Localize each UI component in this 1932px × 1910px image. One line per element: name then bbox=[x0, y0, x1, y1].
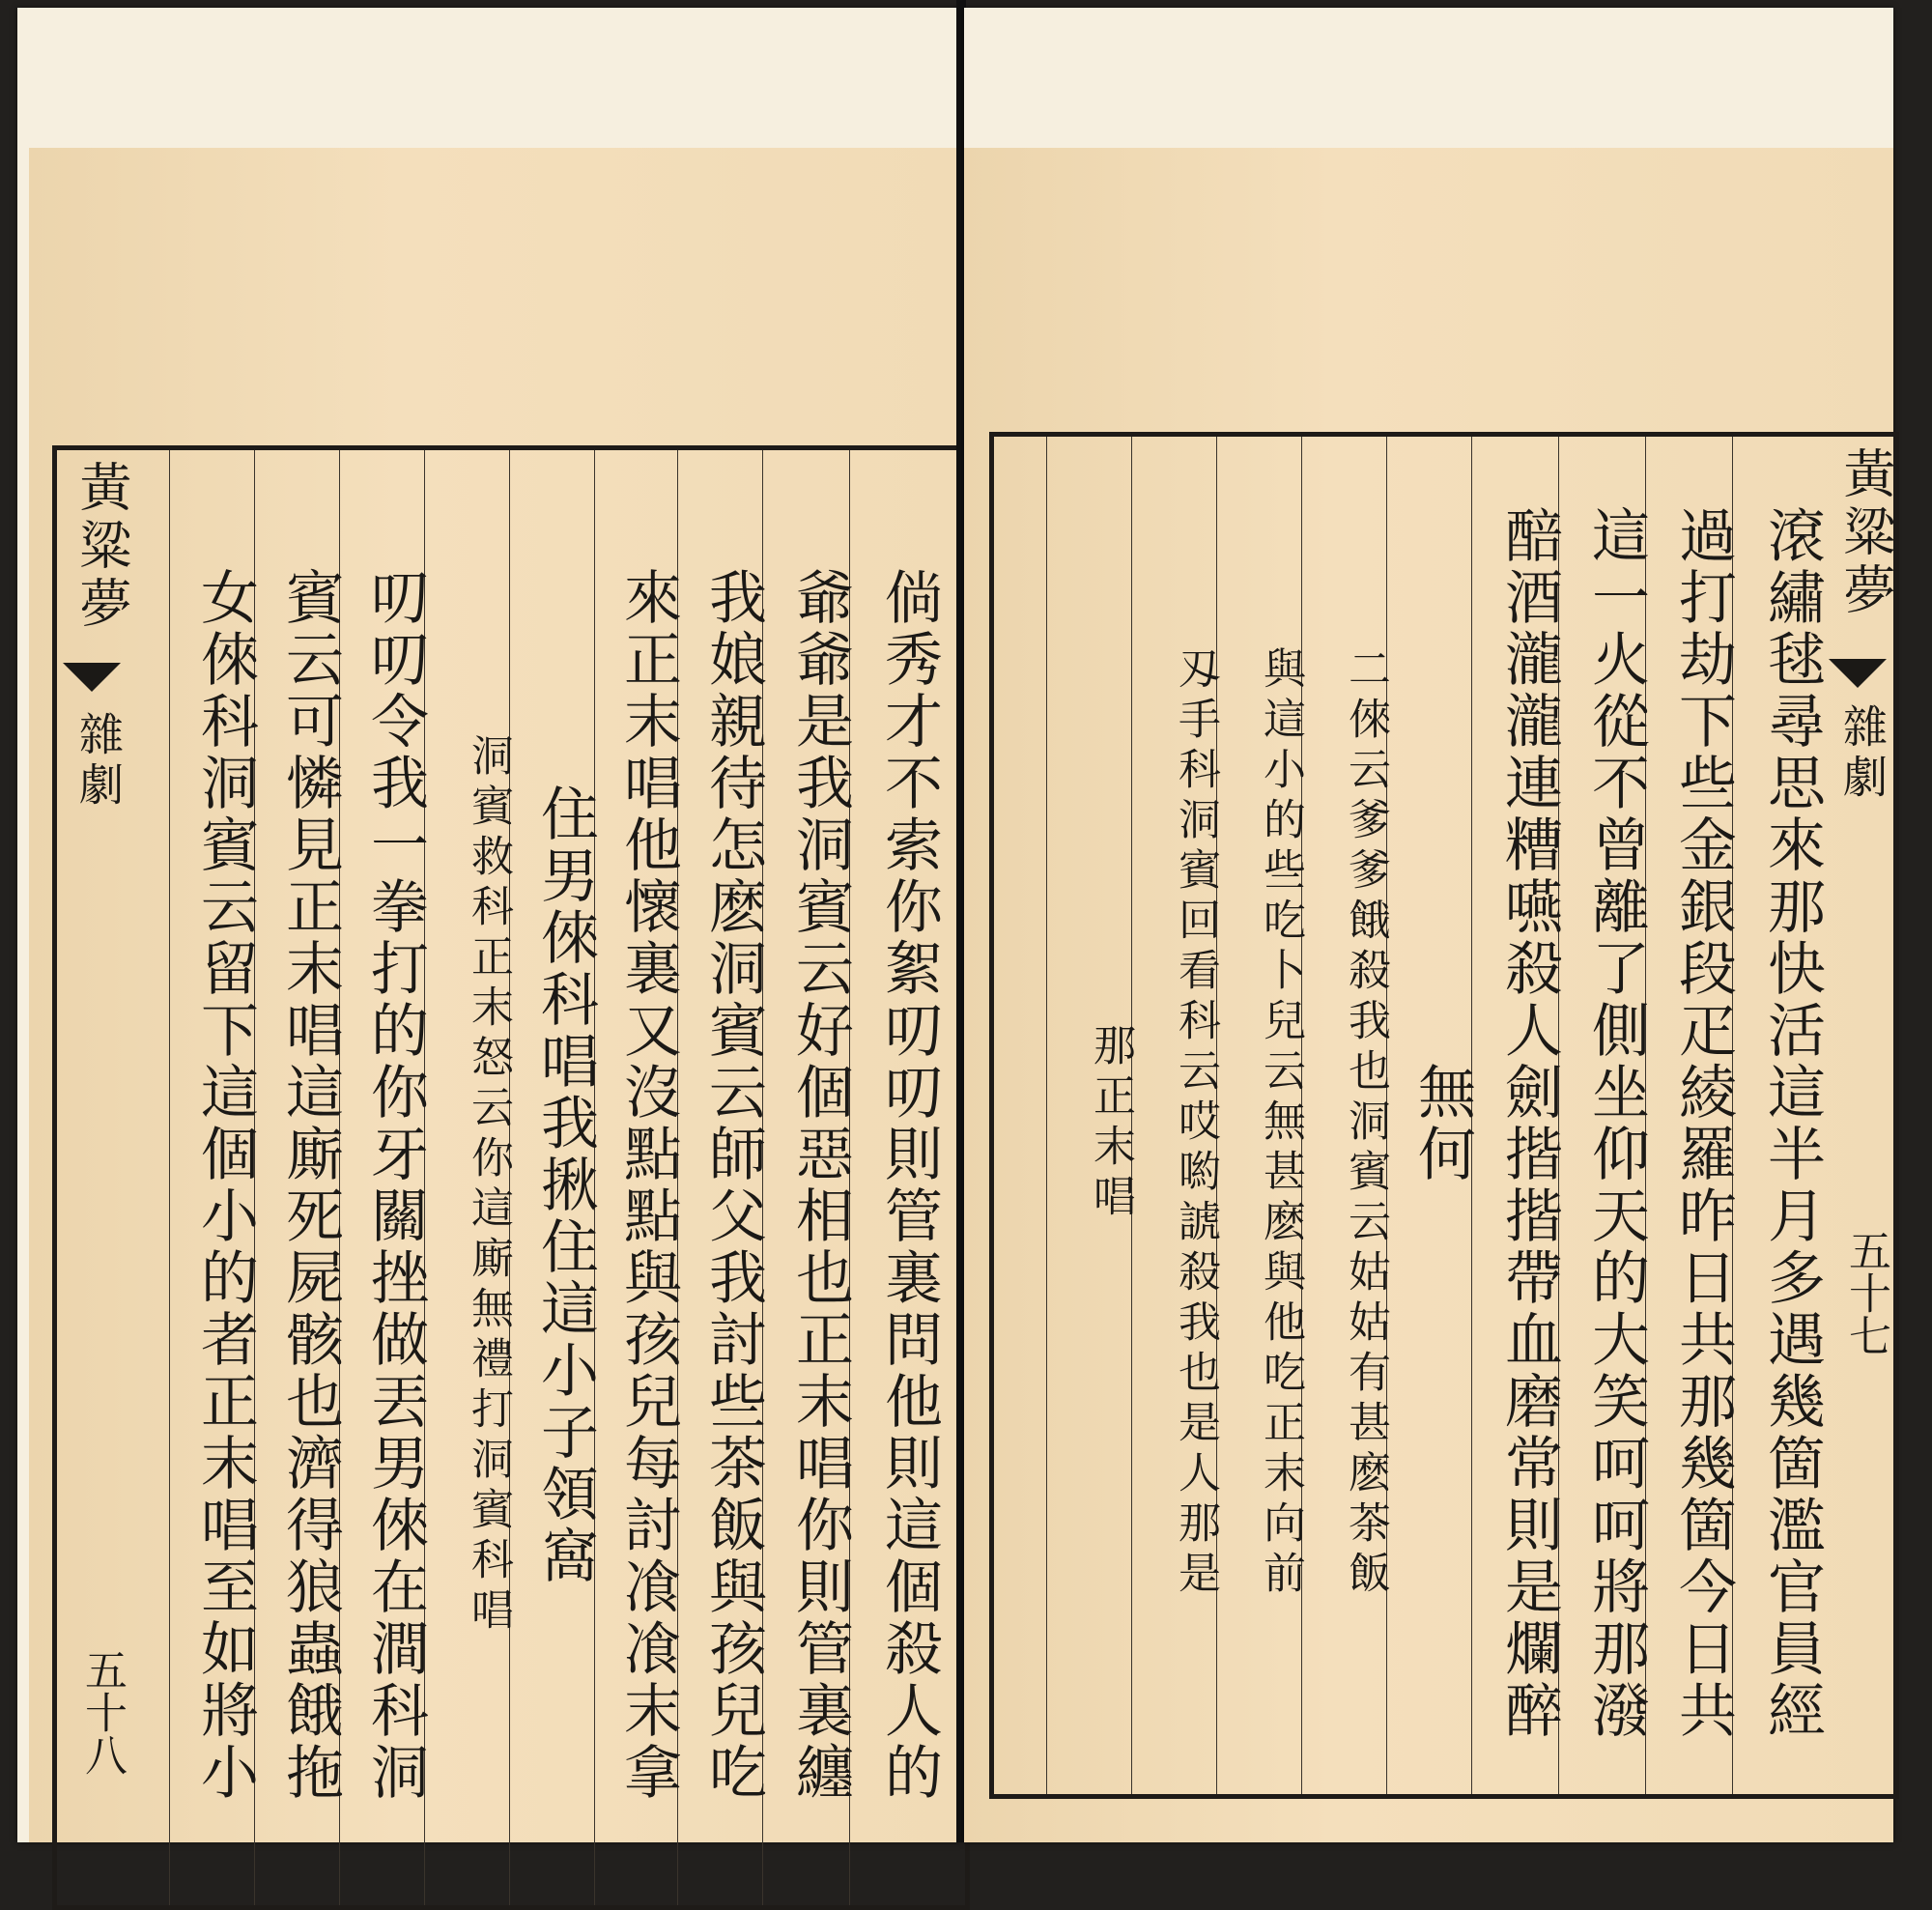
right-page-number: 五十七 bbox=[1841, 1229, 1890, 1356]
left-page bbox=[17, 8, 960, 1842]
left-column-9: 女倈科洞賓云留下這個小的者正末唱至如將小 bbox=[169, 450, 254, 1905]
right-column-1: 滾繡毬尋思來那快活這半月多遇幾箇濫官員經 bbox=[1732, 437, 1821, 1794]
right-column-8: 刄手科洞賓回看科云哎喲諕殺我也是人那是 bbox=[1131, 437, 1216, 1794]
left-column-1: 倘秀才不索你絮叨叨則管裏問他則這個殺人的 bbox=[849, 450, 938, 1905]
left-page-number: 五十八 bbox=[77, 1648, 127, 1776]
left-banxin-label: 雜劇 bbox=[72, 711, 125, 812]
left-fish-tail-icon bbox=[63, 663, 121, 692]
left-column-3: 我娘親待怎麽洞賓云師父我討些茶飯與孩兒吃 bbox=[677, 450, 762, 1905]
right-column-4: 醅酒瀧瀧連糟嚥殺人劍揩揩帶血磨常則是爛醉 bbox=[1471, 437, 1558, 1794]
right-column-6: 二倈云爹爹餓殺我也洞賓云姑姑有甚麽茶飯 bbox=[1301, 437, 1386, 1794]
right-banxin-label: 雜劇 bbox=[1836, 703, 1889, 804]
right-column-9: 那正末唱 bbox=[1046, 437, 1131, 1794]
right-banxin-title: 黃粱夢 bbox=[1835, 446, 1896, 620]
left-banxin-title: 黃粱夢 bbox=[71, 460, 132, 634]
right-column-5: 無何 bbox=[1386, 437, 1471, 1794]
left-column-6: 洞賓救科正末怒云你這廝無禮打洞賓科唱 bbox=[424, 450, 509, 1905]
left-column-2: 爺爺是我洞賓云好個惡相也正末唱你則管裏纏 bbox=[762, 450, 849, 1905]
left-column-4: 來正末唱他懷裏又沒點點與孩兒每討飡飡末拿 bbox=[594, 450, 677, 1905]
left-column-7: 叨叨令我一拳打的你牙關挫做丟男倈在澗科洞 bbox=[339, 450, 424, 1905]
left-page-paper bbox=[29, 148, 960, 1842]
left-column-8: 賓云可憐見正末唱這廝死屍骸也濟得狼蟲餓拖 bbox=[254, 450, 339, 1905]
right-page bbox=[964, 8, 1896, 1842]
right-text-frame bbox=[989, 432, 1899, 1799]
right-column-2: 過打劫下些金銀段疋綾羅昨日共那幾箇今日共 bbox=[1645, 437, 1732, 1794]
right-page-paper bbox=[964, 148, 1896, 1842]
left-column-5: 住男倈科唱我揪住這小子領窩 bbox=[509, 450, 594, 1905]
left-text-frame bbox=[52, 445, 970, 1910]
right-column-3: 這一火從不曾離了側坐仰天的大笑呵呵將那潑 bbox=[1558, 437, 1645, 1794]
right-column-7: 與這小的些吃卜兒云無甚麽與他吃正末向前 bbox=[1216, 437, 1301, 1794]
right-fish-tail-icon bbox=[1829, 659, 1887, 688]
